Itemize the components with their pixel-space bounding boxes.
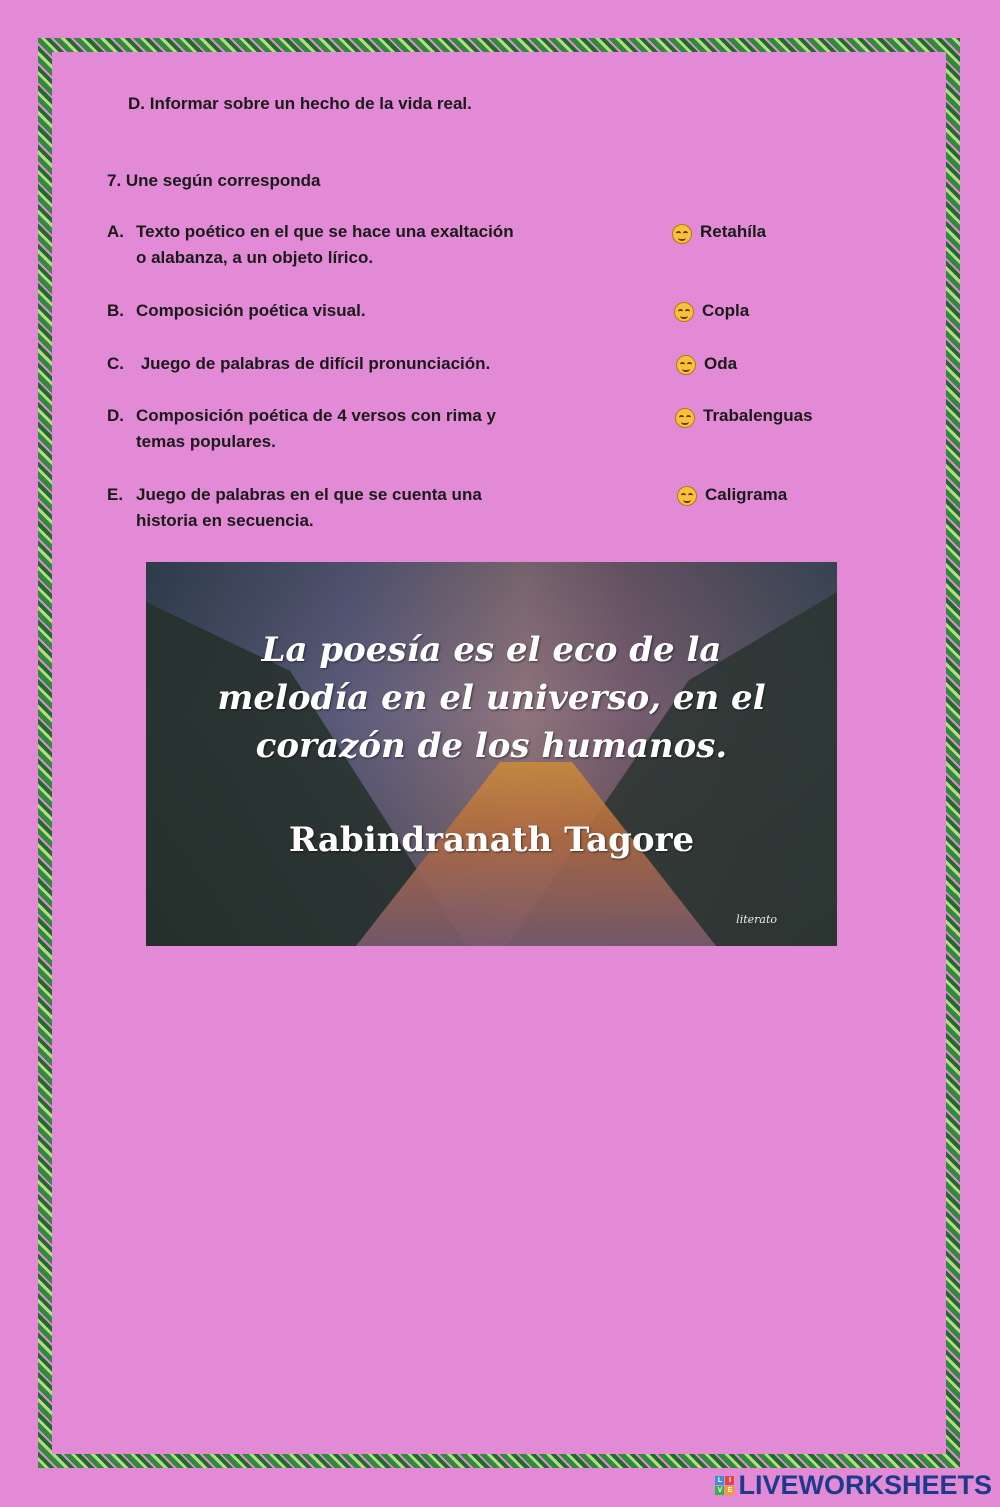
item-letter-e: E. [107,485,124,504]
item-text-b: Composición poética visual. [136,301,366,320]
previous-option-d: D. Informar sobre un hecho de la vida real. [128,94,472,113]
item-letter-a: A. [107,222,124,241]
answer-retahila[interactable]: Retahíla [700,222,767,241]
item-text-d-line2: temas populares. [136,432,276,451]
smiling-face-icon [677,486,697,506]
quote-line-3: corazón de los humanos. [255,726,728,766]
item-text-a-line2: o alabanza, a un objeto lírico. [136,248,374,267]
quote-line-1: La poesía es el eco de la [261,630,722,670]
smiling-face-icon [676,355,696,375]
question-title: 7. Une según corresponda [107,171,321,190]
item-letter-d: D. [107,406,124,425]
quote-image [146,562,837,946]
logo-mark-icon: L I V E [715,1476,734,1495]
smiling-face-icon [675,408,695,428]
quote-line-2: melodía en el universo, en el [217,678,766,718]
quote-author: Rabindranath Tagore [288,820,695,860]
answer-trabalenguas[interactable]: Trabalenguas [703,406,813,425]
answer-caligrama[interactable]: Caligrama [705,485,788,504]
item-text-c: Juego de palabras de difícil pronunciación. [136,354,491,373]
item-text-e: Juego de palabras en el que se cuenta una [136,485,482,504]
answer-oda[interactable]: Oda [704,354,738,373]
item-text-e-line2: historia en secuencia. [136,511,314,530]
item-text-d: Composición poética de 4 versos con rima y [136,406,496,425]
item-letter-b: B. [107,301,124,320]
logo-text: LIVEWORKSHEETS [738,1469,992,1500]
smiling-face-icon [674,302,694,322]
item-letter-c: C. [107,354,124,373]
smiling-face-icon [672,224,692,244]
image-credit: literato [736,913,777,926]
liveworksheets-logo [715,1469,992,1501]
item-text-a: Texto poético en el que se hace una exaltación [136,222,514,241]
answer-copla[interactable]: Copla [702,301,750,320]
